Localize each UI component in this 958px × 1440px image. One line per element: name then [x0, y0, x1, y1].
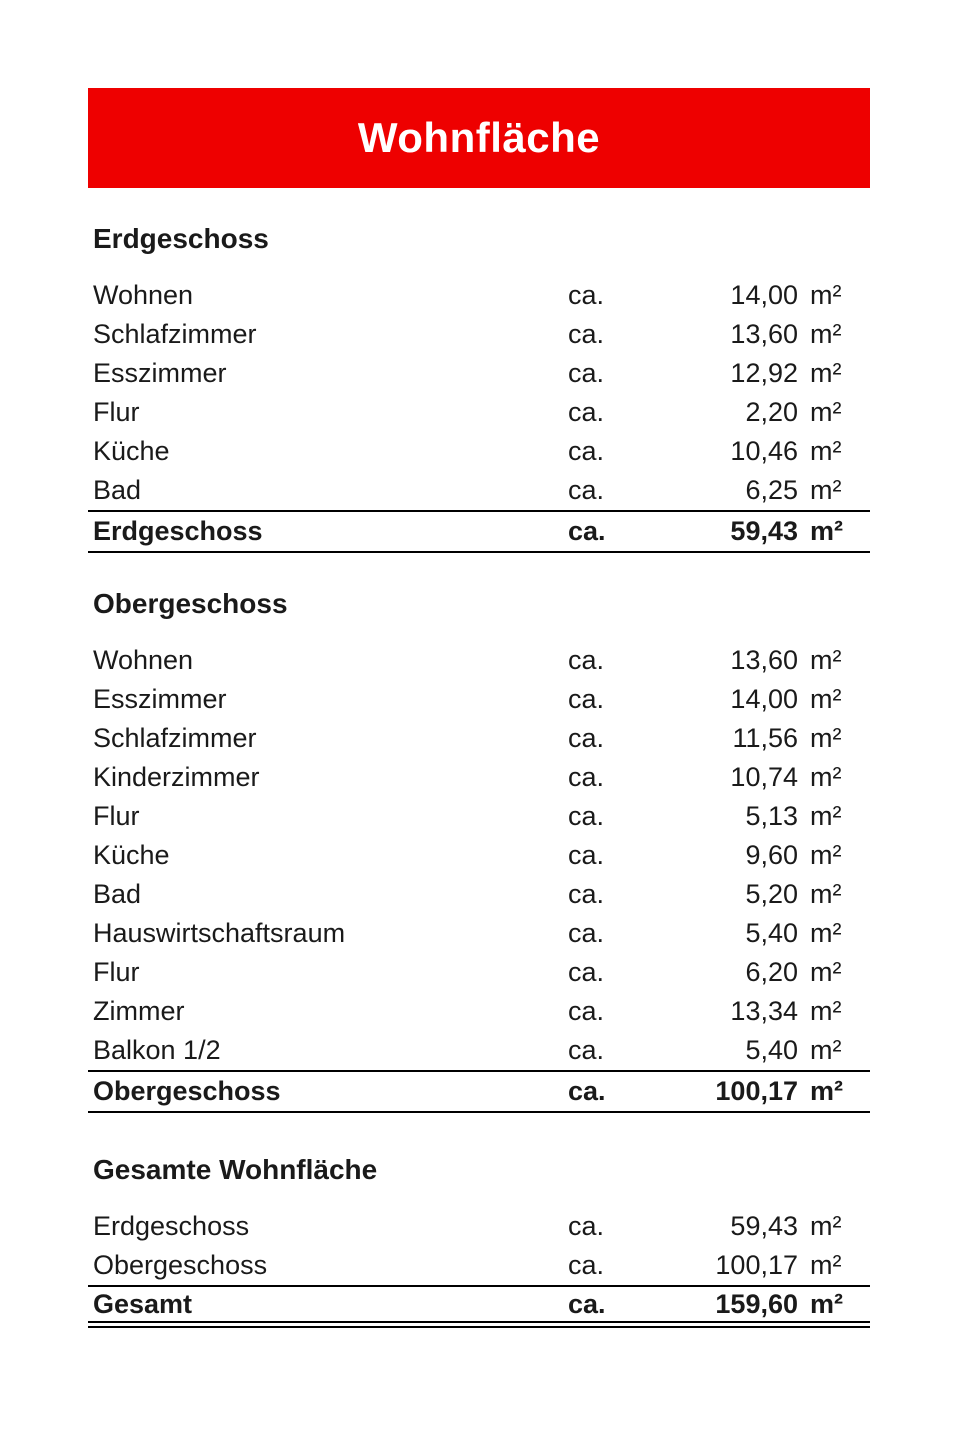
area-value: 10,46 [730, 436, 798, 466]
table-row [88, 471, 870, 510]
ca-prefix: ca. [568, 957, 605, 987]
section-heading: Obergeschoss [93, 588, 288, 619]
ca-prefix: ca. [568, 397, 605, 427]
ca-prefix: ca. [568, 319, 605, 349]
table-row [88, 1207, 870, 1246]
ca-prefix: ca. [568, 684, 605, 714]
table-row [88, 875, 870, 914]
room-label: Esszimmer [93, 684, 227, 714]
ca-prefix: ca. [568, 996, 605, 1026]
room-label: Obergeschoss [93, 1250, 268, 1280]
room-label: Bad [93, 879, 142, 909]
area-value: 9,60 [745, 840, 798, 870]
area-value: 13,60 [730, 645, 798, 675]
total-value: 59,43 [730, 516, 798, 546]
area-value: 14,00 [730, 280, 798, 310]
room-label: Flur [93, 801, 140, 831]
total-label: Gesamt [93, 1288, 193, 1319]
total-label: Erdgeschoss [93, 516, 263, 546]
room-label: Kinderzimmer [93, 762, 260, 792]
area-value: 13,34 [730, 996, 798, 1026]
unit-label: m² [810, 358, 842, 388]
section-heading: Erdgeschoss [93, 223, 269, 254]
unit-label: m² [810, 840, 842, 870]
area-value: 5,13 [745, 801, 798, 831]
section-heading: Gesamte Wohnfläche [93, 1154, 378, 1185]
unit-label: m² [810, 723, 842, 753]
subtotal-row [88, 1070, 870, 1113]
area-table [88, 1207, 870, 1328]
room-label: Zimmer [93, 996, 185, 1026]
area-value: 2,20 [745, 397, 798, 427]
table-row [88, 276, 870, 315]
table-row [88, 432, 870, 471]
total-value: 159,60 [715, 1288, 798, 1319]
table-row [88, 836, 870, 875]
area-table [88, 641, 870, 1113]
table-row [88, 1031, 870, 1070]
unit-label: m² [810, 684, 842, 714]
room-label: Küche [93, 840, 170, 870]
room-label: Flur [93, 397, 140, 427]
room-label: Schlafzimmer [93, 319, 257, 349]
unit-label: m² [810, 918, 842, 948]
unit-label: m² [810, 1211, 842, 1241]
ca-prefix: ca. [568, 840, 605, 870]
ca-prefix: ca. [568, 918, 605, 948]
ca-prefix: ca. [568, 801, 605, 831]
unit-label: m² [810, 319, 842, 349]
table-row [88, 1246, 870, 1285]
page-title: Wohnfläche [357, 114, 601, 161]
table-row [88, 393, 870, 432]
total-label: Obergeschoss [93, 1076, 281, 1106]
room-label: Schlafzimmer [93, 723, 257, 753]
title-banner [88, 88, 870, 188]
table-row [88, 354, 870, 393]
area-value: 10,74 [730, 762, 798, 792]
unit-label: m² [810, 1288, 843, 1319]
area-value: 11,56 [732, 723, 798, 753]
unit-label: m² [810, 1076, 843, 1106]
section-erdgeschoss [88, 222, 870, 553]
unit-label: m² [810, 762, 842, 792]
area-value: 5,40 [745, 1035, 798, 1065]
unit-label: m² [810, 516, 843, 546]
area-table [88, 276, 870, 553]
room-label: Bad [93, 475, 142, 505]
table-row [88, 315, 870, 354]
ca-prefix: ca. [568, 879, 605, 909]
area-value: 6,25 [745, 475, 798, 505]
ca-prefix: ca. [568, 723, 605, 753]
room-label: Esszimmer [93, 358, 227, 388]
ca-prefix: ca. [568, 475, 605, 505]
unit-label: m² [810, 1250, 842, 1280]
area-value: 59,43 [730, 1211, 798, 1241]
room-label: Erdgeschoss [93, 1211, 250, 1241]
table-row [88, 641, 870, 680]
total-value: 100,17 [715, 1076, 798, 1106]
table-row [88, 797, 870, 836]
ca-prefix: ca. [568, 280, 605, 310]
table-row [88, 758, 870, 797]
ca-prefix: ca. [568, 1211, 605, 1241]
area-value: 6,20 [745, 957, 798, 987]
table-row [88, 992, 870, 1031]
room-label: Wohnen [93, 645, 194, 675]
area-value: 100,17 [715, 1250, 798, 1280]
ca-prefix: ca. [568, 516, 606, 546]
unit-label: m² [810, 957, 842, 987]
area-value: 5,20 [745, 879, 798, 909]
room-label: Flur [93, 957, 140, 987]
unit-label: m² [810, 475, 842, 505]
unit-label: m² [810, 280, 842, 310]
unit-label: m² [810, 879, 842, 909]
area-value: 5,40 [745, 918, 798, 948]
section-obergeschoss [88, 587, 870, 1113]
grand-total-row [88, 1285, 870, 1328]
table-row [88, 680, 870, 719]
table-row [88, 914, 870, 953]
section-gesamt [88, 1153, 870, 1328]
ca-prefix: ca. [568, 1035, 605, 1065]
table-row [88, 719, 870, 758]
unit-label: m² [810, 1035, 842, 1065]
area-value: 13,60 [730, 319, 798, 349]
table-row [88, 953, 870, 992]
unit-label: m² [810, 436, 842, 466]
room-label: Hauswirtschaftsraum [93, 918, 346, 948]
unit-label: m² [810, 996, 842, 1026]
unit-label: m² [810, 397, 842, 427]
ca-prefix: ca. [568, 1076, 606, 1106]
unit-label: m² [810, 645, 842, 675]
ca-prefix: ca. [568, 358, 605, 388]
ca-prefix: ca. [568, 762, 605, 792]
ca-prefix: ca. [568, 1288, 606, 1319]
room-label: Wohnen [93, 280, 194, 310]
area-value: 14,00 [730, 684, 798, 714]
unit-label: m² [810, 801, 842, 831]
subtotal-row [88, 510, 870, 553]
room-label: Küche [93, 436, 170, 466]
area-value: 12,92 [730, 358, 798, 388]
room-label: Balkon 1/2 [93, 1035, 221, 1065]
ca-prefix: ca. [568, 436, 605, 466]
ca-prefix: ca. [568, 1250, 605, 1280]
ca-prefix: ca. [568, 645, 605, 675]
